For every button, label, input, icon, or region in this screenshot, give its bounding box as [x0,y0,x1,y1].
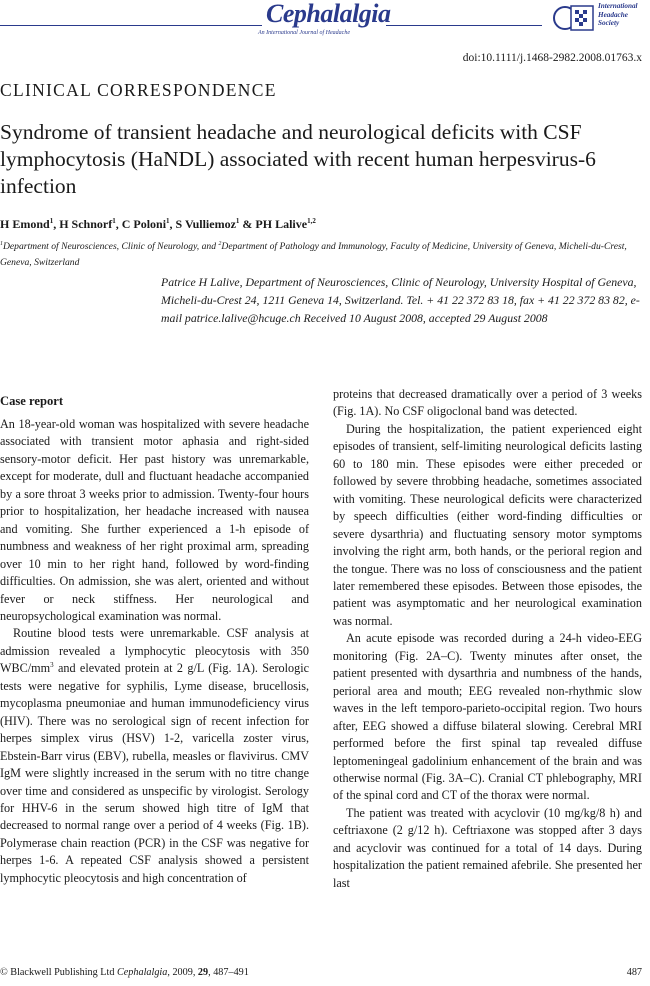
affil-1-text: Department of Neurosciences, Clinic of Neurology, and [3,241,219,253]
footer-journal: Cephalalgia [116,967,168,978]
paragraph-2-part-a: Routine blood tests were unremarkable. CSF analysis at admission revealed a lymphocytic pleocytosis with 350 WBC/mm [0,626,309,676]
footer-copyright-text: © Blackwell Publishing Ltd [0,967,117,978]
affil-2-text: Department of Pathology and Immunology, Faculty of Medicine, University of Geneva, Micheli-du-Crest, Geneva, Switzerland [0,241,627,269]
section-heading: CLINICAL CORRESPONDENCE [0,80,277,100]
ihs-logo-icon [552,2,596,34]
society-line-3: Society [598,19,620,27]
affil-1-marker: 1 [0,241,3,247]
society-line-2: Headache [598,10,628,19]
author-name: C Poloni [121,217,167,231]
author-affil-marker: 1 [166,217,170,225]
journal-logo-title: Cephalalgia [266,0,391,28]
case-report-heading: Case report [0,394,64,408]
author-separator: & [239,217,256,231]
author-name: PH Lalive [255,217,308,231]
author-affil-marker: 1,2 [307,217,316,225]
author-separator: , [53,217,60,231]
author-affil-marker: 1 [112,217,116,225]
paragraph-5: An acute episode was recorded during a 24-h video-EEG monitoring (Fig. 2A–C). Twenty minutes after onset, the patient presented with dysarthria and numbness of the hands, perioral area and mouth; EEG revealed non-rhythmic slow waves in the left temporo-parieto-occipital region. Two hours after, EEG showed a diffuse bilateral slowing. Cerebral MRI performed before the first spinal tap revealed diffuse leptomeningeal gadolinium enhancement of the brain and was otherwise normal (Fig. 3A–C). Cranial CT phlebography, MRI of the spinal cord and CT of the thorax were normal. [333,631,642,803]
header-rule-left [0,25,262,26]
author-affil-marker: 1 [49,217,54,225]
footer-volume: 29 [197,967,209,978]
paragraph-2-part-b: and elevated protein at 2 g/L (Fig. 1A). Serologic tests were negative for syphilis, Lyme disease, brucellosis, mycoplasma pneumoniae and human immunodeficiency virus (HIV). There was no serological sign of recent infection for herpes simplex virus (HSV) 1-2, varicella zoster virus, Ebstein-Barr virus (EBV), rubella, measles or flavivirus. CMV IgM were slightly increased in the serum with no titre change over time and considered as unspecific by virologist. Serology for HHV-6 in the serum showed high titre of IgM that decreased to normal range over a period of 4 weeks (Fig. 1B). Polymerase chain reaction (PCR) in the CSF was negative for herpes 1-6. A repeated CSF analysis showed a persistent lymphocytic pleocytosis and high concentration of [0,661,309,885]
body-column-left [0,392,309,887]
author-separator: , [115,217,122,231]
journal-logo-subtitle: An International Journal of Headache [258,30,350,36]
paragraph-6: The patient was treated with acyclovir (10 mg/kg/8 h) and ceftriaxone (2 g/12 h). Ceftriaxone was stopped after 3 days and acyclovir was continued for a total of 14 days. During hospitalization the patient remained afebrile. She presented her last [333,805,642,890]
correspondence-block: Patrice H Lalive, Department of Neurosciences, Clinic of Neurology, University Hospital of Geneva, Micheli-du-Crest 24, 1211 Geneva 14, Switzerland. Tel. + 41 22 372 83 18, fax + 41 22 372 83 82, e-mail patrice.lalive@hcuge.ch Received 10 August 2008, accepted 29 August 2008 [161,275,640,325]
doi[interactable]: doi:10.1111/j.1468-2982.2008.01763.x [462,52,642,64]
paragraph-2-superscript: 3 [50,661,54,670]
author-name: S Vulliemoz [175,217,236,231]
author-name: H Schnorf [59,217,113,231]
affil-2-marker: 2 [218,241,222,247]
author-affil-marker: 1 [235,217,240,225]
society-line-1: International [598,2,638,10]
author-list [0,217,316,232]
author-name: H Emond [0,217,50,231]
paragraph-1: An 18-year-old woman was hospitalized with severe headache associated with transient motor aphasia and right-sided sensory-motor deficit. Her past history was unremarkable, except for moderate, dull and fluctuant headache accompanied by a sore throat 3 weeks prior to admission. Twenty-four hours prior to hospitalization, her headache increased with nausea and vomiting. She further experienced a 1-h episode of numbness and weakness of her right proximal arm, spreading over 10 min to her right hand, followed by word-finding difficulties. On admission, she was alert, oriented and without fever or neck stiffness. Her neurological and neuropsychological examination was normal. [0,417,309,623]
footer-year: , 2009, [167,967,198,978]
header-rule-right [386,25,542,26]
paragraph-3: proteins that decreased dramatically over a period of 3 weeks (Fig. 1A). No CSF oligoclonal band was detected. [333,387,642,419]
paragraph-2 [0,625,309,887]
affiliations [0,236,640,271]
page-number: 487 [626,967,642,978]
body-column-right [333,386,642,892]
footer-copyright [0,967,249,978]
society-name [598,2,638,28]
footer-pages: , 487–491 [208,967,249,978]
paragraph-4: During the hospitalization, the patient experienced eight episodes of transient, self-limiting neurological deficits lasting 60 to 180 min. These episodes were either preceded or followed by severe throbbing headache, sometimes associated with vomiting. These neurological deficits were characterized by speech difficulties (either word-finding difficulties or severe dysarthria) and fluctuating sensory motor symptoms involving the right arm, both hands, or the perioral region and the tongue. There was no loss of consciousness and the patient later remembered these episodes. Between those episodes, the patient was asymptomatic and her neurological examination was normal. [333,421,642,628]
author-separator: , [169,217,176,231]
article-title: Syndrome of transient headache and neurological deficits with CSF lymphocytosis (HaNDL) associated with recent human herpesvirus-6 infection [0,120,596,198]
